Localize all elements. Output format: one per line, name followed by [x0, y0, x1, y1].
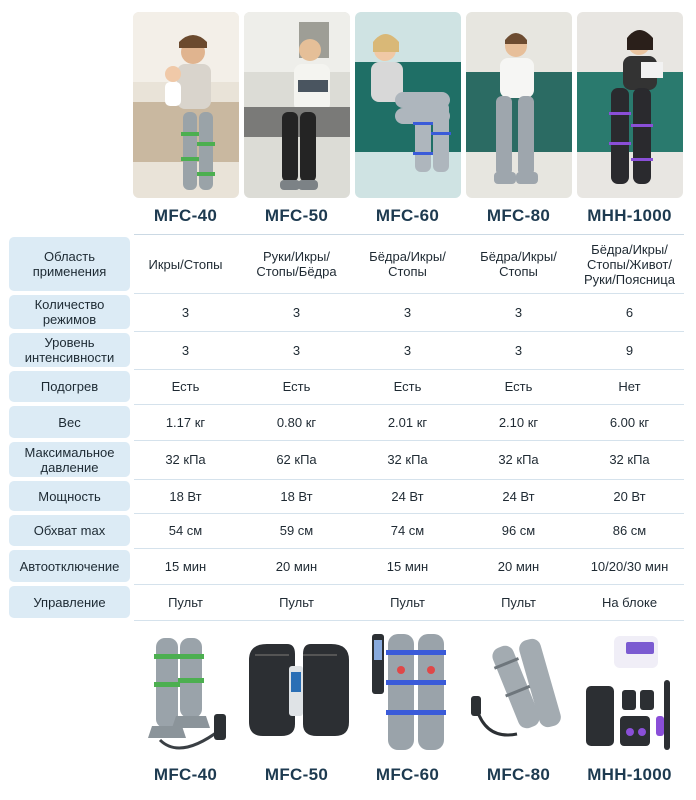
- row-header-pressure: Максимальное давление: [9, 442, 130, 477]
- row-header-power: Мощность: [9, 481, 130, 511]
- row-divider: [134, 479, 684, 480]
- table-cell: 3: [514, 304, 523, 320]
- row-divider: [134, 293, 684, 294]
- row-divider: [134, 513, 684, 514]
- row-header-autooff: Автоотключение: [9, 550, 130, 582]
- table-cell: 10/20/30 мин: [590, 558, 669, 574]
- product-image-mfc-50: [241, 630, 352, 758]
- table-cell: Есть: [393, 379, 422, 394]
- row-header-girth: Обхват max: [9, 515, 130, 546]
- row-header-intensity: Уровень интенсивности: [9, 333, 130, 367]
- row-divider: [134, 548, 684, 549]
- model-name-bottom: MHH-1000: [587, 765, 672, 784]
- table-cell: 32 кПа: [165, 452, 206, 467]
- row-divider: [134, 584, 684, 585]
- product-image-mhh-1000: [574, 630, 685, 758]
- table-cell: Нет: [618, 379, 641, 394]
- table-cell: 59 см: [279, 523, 314, 538]
- model-name-top: MHH-1000: [587, 206, 672, 225]
- table-cell: 86 см: [612, 523, 647, 538]
- table-cell: 32 кПа: [498, 452, 539, 467]
- table-cell: Есть: [282, 379, 311, 394]
- table-cell: 18 Вт: [169, 488, 202, 504]
- table-cell: Пульт: [279, 594, 314, 610]
- table-cell: Пульт: [501, 594, 536, 610]
- model-name-top: MFC-60: [375, 206, 440, 225]
- photo-mfc-50: [244, 12, 350, 198]
- table-cell: 3: [292, 304, 301, 320]
- table-cell: 24 Вт: [502, 488, 535, 504]
- table-cell: Пульт: [390, 594, 425, 610]
- table-cell: 18 Вт: [280, 488, 313, 504]
- table-top-line: [134, 234, 684, 235]
- row-header-modes: Количество режимов: [9, 295, 130, 329]
- row-divider: [134, 404, 684, 405]
- table-cell: 9: [625, 342, 634, 358]
- table-cell: 6: [625, 304, 634, 320]
- model-name-bottom: MFC-50: [264, 765, 329, 784]
- row-header-heating: Подогрев: [9, 371, 130, 402]
- table-cell: 2.10 кг: [498, 414, 539, 430]
- table-cell: Бёдра/Икры/ Стопы: [369, 249, 446, 279]
- table-cell: Есть: [171, 379, 200, 394]
- table-cell: 20 мин: [275, 558, 318, 574]
- table-cell: 3: [181, 304, 190, 320]
- table-cell: 20 мин: [497, 558, 540, 574]
- table-cell: 15 мин: [386, 558, 429, 574]
- table-cell: Пульт: [168, 594, 203, 610]
- product-image-mfc-60: [352, 630, 463, 758]
- row-divider: [134, 331, 684, 332]
- model-name-top: MFC-50: [264, 206, 329, 225]
- row-divider: [134, 620, 684, 621]
- row-divider: [134, 440, 684, 441]
- model-name-top: MFC-80: [486, 206, 551, 225]
- photo-mfc-60: [355, 12, 461, 198]
- table-cell: Бёдра/Икры/ Стопы: [480, 249, 557, 279]
- table-cell: 15 мин: [164, 558, 207, 574]
- table-cell: 32 кПа: [609, 452, 650, 467]
- table-cell: Бёдра/Икры/ Стопы/Живот/ Руки/Поясница: [584, 241, 675, 287]
- table-cell: На блоке: [601, 594, 658, 610]
- row-header-control: Управление: [9, 586, 130, 618]
- table-cell: 54 см: [168, 523, 203, 538]
- table-cell: 96 см: [501, 523, 536, 538]
- table-cell: 1.17 кг: [165, 414, 206, 430]
- product-image-mfc-80: [463, 630, 574, 758]
- row-header-weight: Вес: [9, 406, 130, 438]
- row-divider: [134, 369, 684, 370]
- table-cell: 74 см: [390, 523, 425, 538]
- table-cell: 3: [403, 304, 412, 320]
- table-cell: Руки/Икры/ Стопы/Бёдра: [256, 249, 337, 279]
- table-cell: 3: [403, 342, 412, 358]
- table-cell: 62 кПа: [276, 452, 317, 467]
- table-cell: 0.80 кг: [276, 414, 317, 430]
- model-name-top: MFC-40: [153, 206, 218, 225]
- model-name-bottom: MFC-80: [486, 765, 551, 784]
- photo-mfc-80: [466, 12, 572, 198]
- table-cell: Икры/Стопы: [148, 256, 223, 272]
- photo-mhh-1000: [577, 12, 683, 198]
- table-cell: 3: [514, 342, 523, 358]
- table-cell: 3: [181, 342, 190, 358]
- model-name-bottom: MFC-60: [375, 765, 440, 784]
- product-image-mfc-40: [130, 630, 241, 758]
- photo-mfc-40: [133, 12, 239, 198]
- table-cell: 6.00 кг: [609, 414, 650, 430]
- table-cell: 32 кПа: [387, 452, 428, 467]
- row-header-area: Область применения: [9, 237, 130, 291]
- table-cell: 3: [292, 342, 301, 358]
- model-name-bottom: MFC-40: [153, 765, 218, 784]
- table-cell: Есть: [504, 379, 533, 394]
- table-cell: 24 Вт: [391, 488, 424, 504]
- table-cell: 20 Вт: [613, 488, 646, 504]
- table-cell: 2.01 кг: [387, 414, 428, 430]
